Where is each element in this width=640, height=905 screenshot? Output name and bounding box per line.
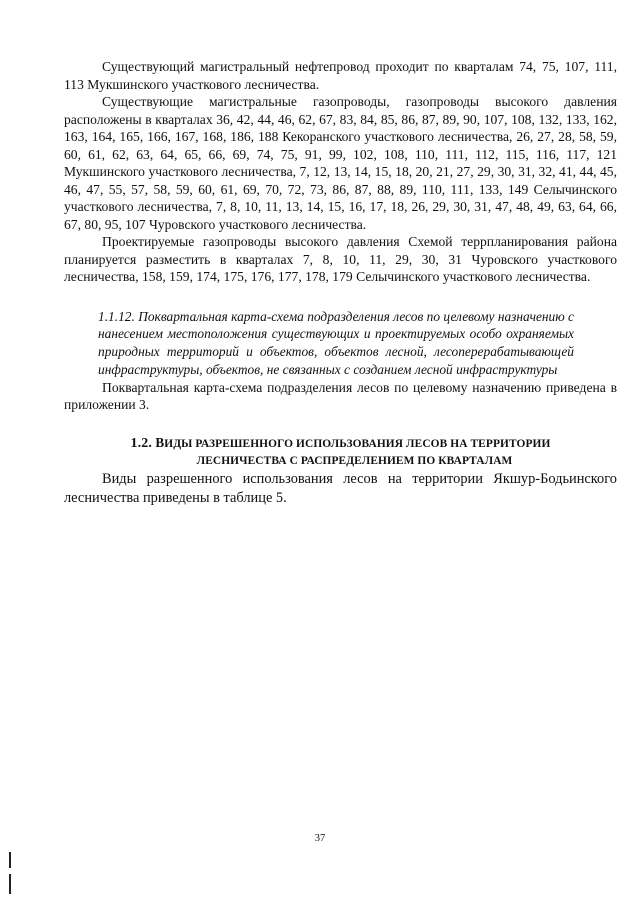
oil-pipeline-paragraph: Существующий магистральный нефтепровод проходит по кварталам 74, 75, 107, 111, 113 Мукшинского участкового лесничества. bbox=[64, 59, 617, 92]
table-reference-paragraph: Виды разрешенного использования лесов на территории Якшур-Бодьинского лесничества приведены в таблице 5. bbox=[64, 470, 617, 506]
gas-pipelines-paragraph: Существующие магистральные газопроводы, газопроводы высокого давления расположены в кварталах 36, 42, 44, 46, 62, 67, 83, 84, 85, 86, 87, 89, 90, 107, 108, 132, 133, 162, 163, 164, 165, 166, 167, 168, 186, 188 Кекоранского участкового лесничества, 26, 27, 28, 58, 59, 60, 61, 62, 63, 64, 65, 66, 69, 74, 75, 91, 99, 102, 108, 110, 111, 112, 115, 116, 117, 121 Мукшинского участкового лесничества, 7, 12, 13, 14, 15, 18, 20, 21, 27, 29, 30, 31, 32, 41, 44, 45, 46, 47, 55, 57, 58, 59, 60, 61, 69, 70, 72, 73, 86, 87, 88, 89, 110, 111, 133, 149 Селычинского участкового лесничества, 7, 8, 10, 11, 13, 14, 15, 16, 17, 18, 26, 29, 30, 31, 47, 48, 49, 63, 64, 66, 67, 80, 95, 107 Чуровского участкового лесничества. bbox=[64, 94, 617, 232]
page-body bbox=[64, 58, 617, 508]
chapter-title-1-2 bbox=[64, 434, 617, 470]
chapter-title-line1: ИДЫ РАЗРЕШЕННОГО ИСПОЛЬЗОВАНИЯ ЛЕСОВ НА ТЕРРИТОРИИ bbox=[164, 437, 551, 450]
scan-edge-mark bbox=[9, 852, 11, 868]
page-number: 37 bbox=[314, 833, 326, 844]
planned-gas-pipelines-paragraph: Проектируемые газопроводы высокого давления Схемой террпланирования района планируется разместить в кварталах 7, 8, 10, 11, 29, 30, 31 Чуровского участкового лесничества, 158, 159, 174, 175, 176, 177, 178, 179 Селычинского участкового лесничества. bbox=[64, 234, 617, 284]
scan-edge-mark bbox=[9, 874, 11, 894]
section-text: Поквартальная карта-схема подразделения лесов по целевому назначению приведена в приложении 3. bbox=[64, 379, 617, 413]
chapter-number: 1.2. bbox=[130, 435, 152, 451]
chapter-title-line2: ЛЕСНИЧЕСТВА С РАСПРЕДЕЛЕНИЕМ ПО КВАРТАЛАМ bbox=[196, 454, 513, 467]
section-heading-1-1-12: 1.1.12. Поквартальная карта-схема подразделения лесов по целевому назначению с нанесением местоположения существующих и проектируемых особо охраняемых природных территорий и объектов, объектов лесной, лесоперерабатывающей инфраструктуры, объектов, не связанных с созданием лесной инфраструктуры bbox=[98, 308, 574, 377]
chapter-title-initial: В bbox=[155, 434, 165, 450]
